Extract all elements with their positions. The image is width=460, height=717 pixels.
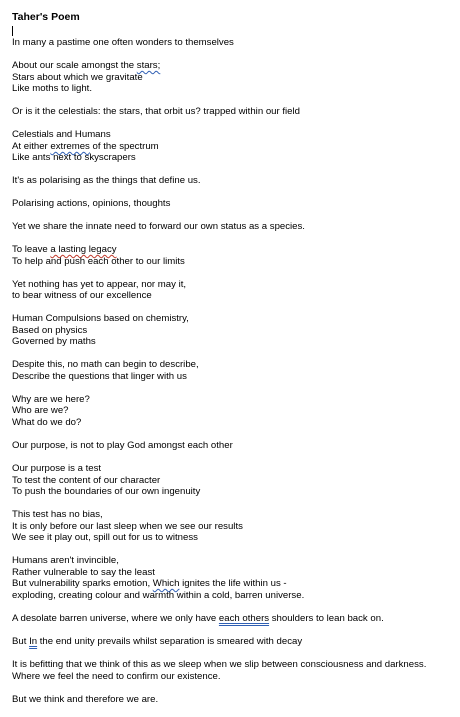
poem-text: About our scale amongst the (12, 60, 137, 71)
poem-line: Where we feel the need to confirm our existence. (12, 671, 221, 682)
poem-line: Our purpose, is not to play God amongst each other (12, 440, 233, 451)
spelling-flagged-phrase[interactable]: a lasting legacy (50, 244, 117, 255)
poem-text: of the spectrum (89, 141, 159, 152)
poem-line: Humans aren't invincible, (12, 555, 119, 566)
poem-line: We see it play out, spill out for us to witness (12, 532, 198, 543)
grammar-flagged-word[interactable]: In (29, 636, 38, 647)
poem-line: In many a pastime one often wonders to themselves (12, 37, 234, 48)
poem-text: the end unity prevails whilst separation is smeared with decay (37, 636, 303, 647)
poem-line: Celestials and Humans (12, 129, 111, 140)
poem-line: It's as polarising as the things that define us. (12, 175, 201, 186)
poem-line: Like ants next to skyscrapers (12, 152, 136, 163)
poem-line (12, 636, 302, 648)
poem-text: A desolate barren universe, where we only have (12, 613, 219, 624)
poem-text: But vulnerability sparks emotion, (12, 578, 153, 589)
poem-line: It is befitting that we think of this as we sleep when we slip between consciousness and darkness. (12, 659, 427, 670)
poem-line (12, 613, 384, 625)
poem-line: Why are we here? (12, 394, 90, 405)
poem-line: What do we do? (12, 417, 82, 428)
poem-line: This test has no bias, (12, 509, 103, 520)
poem-text: But (12, 636, 30, 647)
poem-line: Who are we? (12, 405, 69, 416)
poem-line: Based on physics (12, 325, 88, 336)
poem-line: It is only before our last sleep when we see our results (12, 521, 243, 532)
poem-line: Yet nothing has yet to appear, nor may it, (12, 279, 187, 290)
poem-text: At either (12, 141, 51, 152)
grammar-flagged-word[interactable]: stars; (136, 60, 161, 71)
poem-line: To test the content of our character (12, 475, 161, 486)
poem-line: Polarising actions, opinions, thoughts (12, 198, 171, 209)
poem-line: Stars about which we gravitate (12, 72, 143, 83)
poem-line: Our purpose is a test (12, 463, 102, 474)
grammar-flagged-word[interactable]: extremes (50, 141, 90, 152)
grammar-flagged-word[interactable]: Which (152, 578, 180, 589)
poem-line: to bear witness of our excellence (12, 290, 152, 301)
poem-line (12, 244, 117, 256)
grammar-flagged-phrase[interactable]: each others (218, 613, 270, 624)
poem-line: Like moths to light. (12, 83, 92, 94)
poem-line: Governed by maths (12, 336, 96, 347)
poem-line: To help and push each other to our limits (12, 256, 185, 267)
poem-text: ignites the life within us - (179, 578, 287, 589)
poem-line: Rather vulnerable to say the least (12, 567, 155, 578)
poem-text: To leave (12, 244, 51, 255)
poem-line: Or is it the celestials: the stars, that orbit us? trapped within our field (12, 106, 300, 117)
poem-line: To push the boundaries of our own ingenuity (12, 486, 201, 497)
poem-text: shoulders to lean back on. (269, 613, 384, 624)
poem-line: Human Compulsions based on chemistry, (12, 313, 189, 324)
poem-line: Despite this, no math can begin to describe, (12, 359, 199, 370)
poem-line: Yet we share the innate need to forward our own status as a species. (12, 221, 305, 232)
text-cursor (12, 26, 13, 36)
poem-line (12, 60, 160, 72)
poem-line: Describe the questions that linger with us (12, 371, 187, 382)
document-title: Taher's Poem (12, 11, 80, 23)
poem-line: exploding, creating colour and warmth within a cold, barren universe. (12, 590, 305, 601)
poem-line: But we think and therefore we are. (12, 694, 159, 705)
poem-line (12, 578, 287, 590)
